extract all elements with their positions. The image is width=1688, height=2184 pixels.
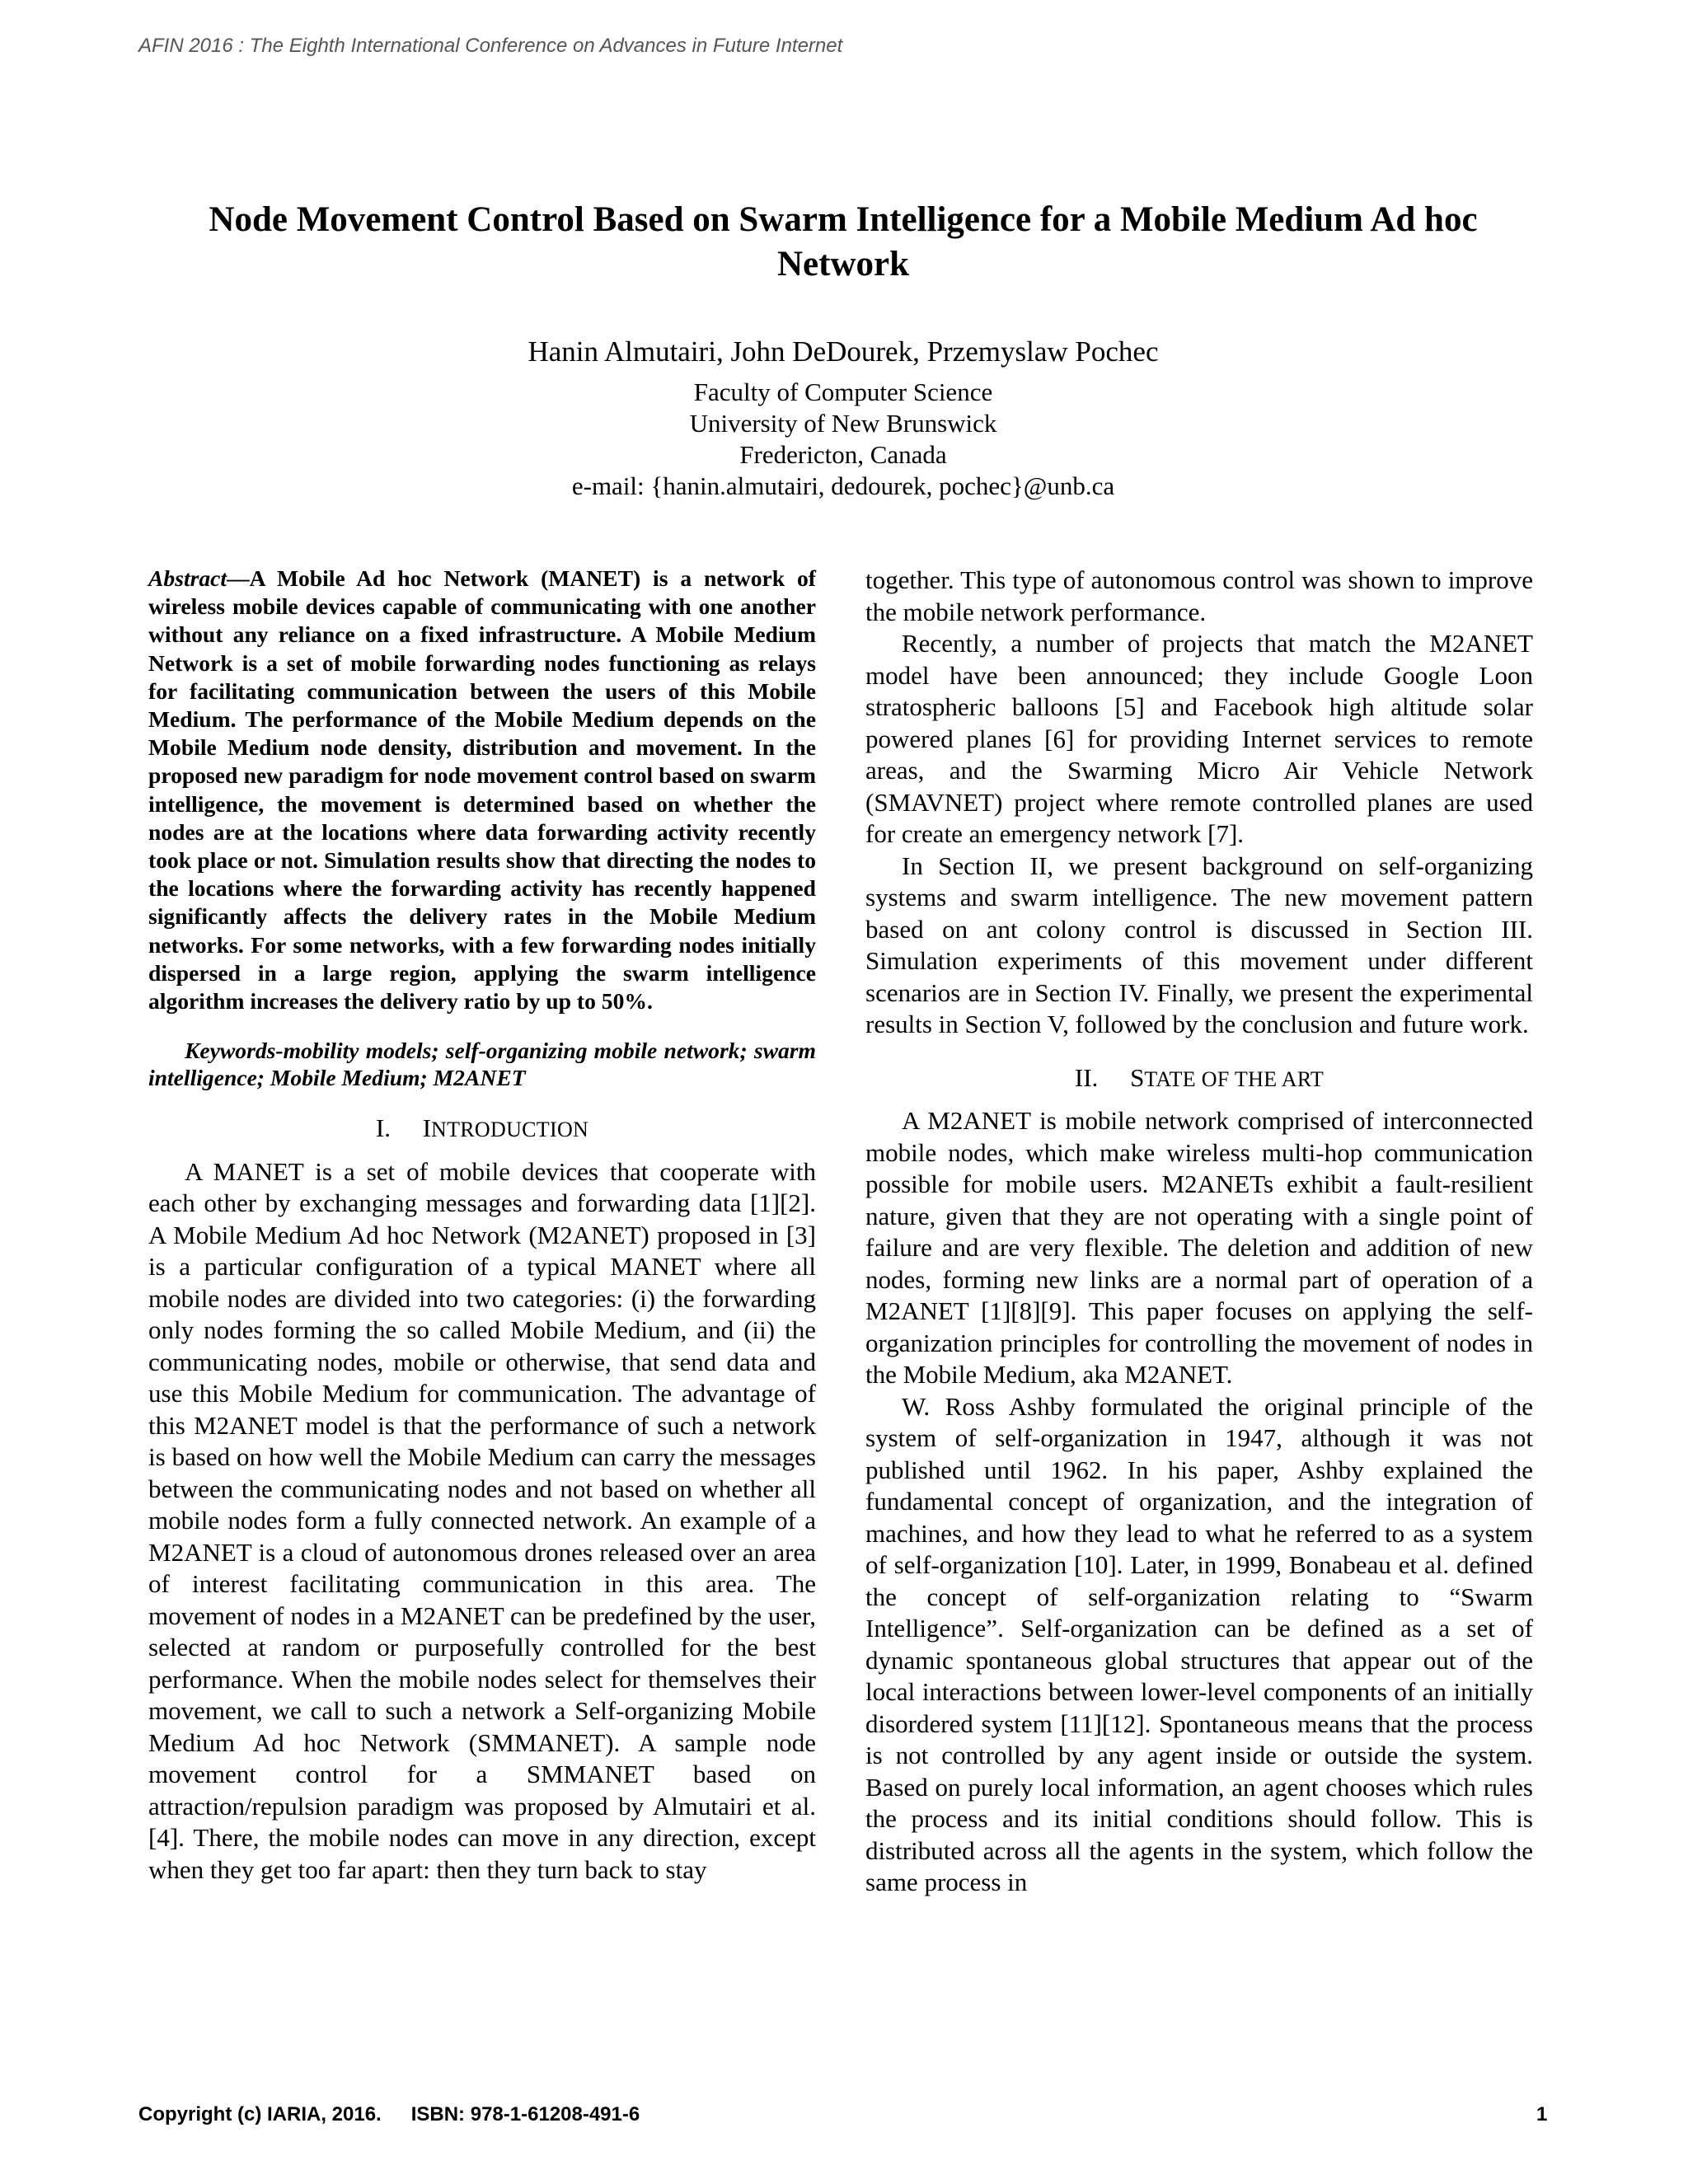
section-heading-state-of-the-art xyxy=(865,1062,1533,1096)
section-title-rest: NTRODUCTION xyxy=(431,1118,589,1142)
abstract-label: Abstract xyxy=(148,565,227,591)
footer-copyright: Copyright (c) IARIA, 2016. xyxy=(138,2103,382,2125)
affiliation-email: e-mail: {hanin.almutairi, dedourek, pochec}@unb.ca xyxy=(571,471,1115,500)
section-title-initial: S xyxy=(1130,1062,1145,1092)
body-paragraph: Recently, a number of projects that match the M2ANET model have been announced; they include Google Loon stratospheric balloons [5] and Facebook high altitude solar powered planes [6] for providing Internet services to remote areas, and the Swarming Micro Air Vehicle Network (SMAVNET) project where remote controlled planes are used for create an emergency network [7]. xyxy=(865,629,1533,848)
paper-title: Node Movement Control Based on Swarm Intelligence for a Mobile Medium Ad hoc Network xyxy=(209,200,1478,284)
section-number: I. xyxy=(375,1113,391,1143)
section-title-rest: TATE OF THE ART xyxy=(1144,1066,1325,1091)
body-paragraph: In Section II, we present background on self-organizing systems and swarm intelligence. The new movement pattern based on ant colony control is discussed in Section III. Simulation experiments of this movement under different scenarios are in Section IV. Finally, we present the experimental results in Section V, followed by the conclusion and future work. xyxy=(865,851,1533,1038)
running-header: AFIN 2016 : The Eighth International Conference on Advances in Future Internet xyxy=(138,35,843,57)
affiliation-faculty: Faculty of Computer Science xyxy=(693,377,993,406)
intro-paragraph: A MANET is a set of mobile devices that cooperate with each other by exchanging messages and forwarding data [1][2]. A Mobile Medium Ad hoc Network (M2ANET) proposed in [3] is a particular configuration of a typical MANET where all mobile nodes are divided into two categories: (i) the forwarding only nodes forming the so called Mobile Medium, and (ii) the communicating nodes, mobile or otherwise, that send data and use this Mobile Medium for communication. The advantage of this M2ANET model is that the performance of such a network is based on how well the Mobile Medium can carry the messages between the communicating nodes and not based on whether all mobile nodes form a fully connected network. An example of a M2ANET is a cloud of autonomous drones released over an area of interest facilitating communication in this area. The movement of nodes in a M2ANET can be predefined by the user, selected at random or purposefully controlled for the best performance. When the mobile nodes select for themselves their movement, we call to such a network a Self-organizing Mobile Medium Ad hoc Network (SMMANET). A sample node movement control for a SMMANET based on attraction/repulsion paradigm was proposed by Almutairi et al. [4]. There, the mobile nodes can move in any direction, except when they get too far apart: then they turn back to stay xyxy=(148,1156,816,1884)
footer-info xyxy=(138,2103,640,2126)
affiliation-university: University of New Brunswick xyxy=(689,409,997,438)
section-heading-introduction xyxy=(148,1113,816,1146)
abstract-dash: — xyxy=(227,565,250,591)
abstract xyxy=(148,565,816,1015)
section-number: II. xyxy=(1074,1062,1099,1092)
section-title-initial: I xyxy=(422,1113,432,1143)
keywords: Keywords-mobility models; self-organizing mobile network; swarm intelligence; Mobile Medium; M2ANET xyxy=(148,1038,816,1091)
body-paragraph: W. Ross Ashby formulated the original principle of the system of self-organization in 1947, although it was not published until 1962. In his paper, Ashby explained the fundamental concept of organization, and the integration of machines, and how they lead to what he referred to as a system of self-organization [10]. Later, in 1999, Bonabeau et al. defined the concept of self-organization relating to “Swarm Intelligence”. Self-organization can be defined as a set of dynamic spontaneous global structures that appear out of the local interactions between lower-level components of an initially disordered system [11][12]. Spontaneous means that the process is not controlled by any agent inside or outside the system. Based on purely local information, an agent chooses which rules the process and its initial conditions should follow. This is distributed across all the agents in the system, which follow the same process in xyxy=(865,1391,1533,1896)
affiliation-location: Fredericton, Canada xyxy=(739,440,947,469)
page-number: 1 xyxy=(1536,2103,1548,2125)
author-list: Hanin Almutairi, John DeDourek, Przemyslaw Pochec xyxy=(528,335,1159,368)
right-column xyxy=(865,565,1533,1899)
continued-paragraph: together. This type of autonomous control was shown to improve the mobile network performance. xyxy=(865,565,1533,626)
left-column xyxy=(148,565,816,1886)
affiliation-block xyxy=(140,377,1546,502)
abstract-text: A Mobile Ad hoc Network (MANET) is a network of wireless mobile devices capable of communicating with one another without any reliance on a fixed infrastructure. A Mobile Medium Network is a set of mobile forwarding nodes functioning as relays for facilitating communication between the users of this Mobile Medium. The performance of the Mobile Medium depends on the Mobile Medium node density, distribution and movement. In the proposed new paradigm for node movement control based on swarm intelligence, the movement is determined based on whether the nodes are at the locations where data forwarding activity recently took place or not. Simulation results show that directing the nodes to the locations where the forwarding activity has recently happened significantly affects the delivery rates in the Mobile Medium networks. For some networks, with a few forwarding nodes initially dispersed in a large region, applying the swarm intelligence algorithm increases the delivery ratio by up to 50%. xyxy=(148,565,816,1015)
body-paragraph: A M2ANET is mobile network comprised of interconnected mobile nodes, which make wireless multi-hop communication possible for mobile users. M2ANETs exhibit a fault-resilient nature, given that they are not operating with a single point of failure and are very flexible. The deletion and addition of new nodes, forming new links are a normal part of operation of a M2ANET [1][8][9]. This paper focuses on applying the self-organization principles for controlling the movement of nodes in the Mobile Medium, aka M2ANET. xyxy=(865,1106,1533,1389)
footer-isbn: ISBN: 978-1-61208-491-6 xyxy=(410,2103,640,2125)
